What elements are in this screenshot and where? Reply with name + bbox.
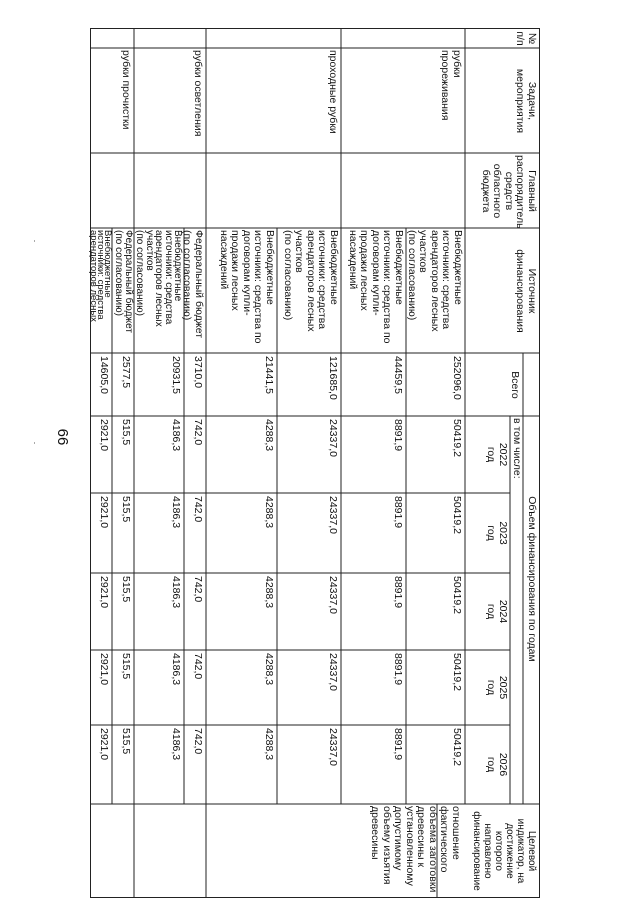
header-total: Всего (509, 371, 521, 399)
year-value: 24337,0 (327, 496, 339, 534)
scan-speck (34, 240, 35, 242)
year-value: 742,0 (192, 576, 204, 603)
financing-table (90, 28, 540, 898)
year-value: 742,0 (192, 728, 204, 755)
source-cell: Федеральный бюджет (по согласованию) (181, 230, 205, 339)
header-manager: Главный распорядитель средств областного бюджета (480, 155, 538, 229)
year-value: 515,5 (120, 653, 132, 680)
total-cell: 14605,0 (98, 356, 110, 394)
table-grid (90, 28, 540, 898)
year-value: 2921,0 (98, 419, 110, 452)
total-cell: 121685,0 (327, 356, 339, 400)
source-cell: Внебюджетные источники: средства по договорам купли- продажи лесных насаждений (218, 230, 276, 344)
source-cell: Внебюджетные источники: средства арендаторов лесных участков (по согласованию) (134, 230, 183, 327)
header-including: в том числе: (511, 418, 523, 479)
year-value: 2921,0 (98, 728, 110, 761)
year-value: 2921,0 (98, 653, 110, 686)
source-cell: Внебюджетные источники: средства арендаторов лесных участков (по согласованию) (406, 230, 464, 332)
year-value: 2921,0 (98, 576, 110, 609)
header-year: 2026 год (485, 752, 509, 777)
header-tasks: Задачи, мероприятия (514, 68, 538, 134)
task-name: рубки прочистки (120, 50, 132, 130)
year-value: 50419,2 (451, 419, 463, 457)
year-value: 50419,2 (451, 728, 463, 766)
header-indicator: Целевой индикатор, на достижение которого направлено финансирование (471, 811, 537, 891)
task-name: проходные рубки (327, 50, 339, 134)
year-value: 515,5 (120, 496, 132, 523)
task-name: рубки прореживания (439, 50, 463, 121)
year-value: 4288,3 (263, 419, 275, 452)
header-source: Источник финансирования (514, 249, 538, 333)
year-value: 742,0 (192, 496, 204, 523)
year-value: 742,0 (192, 419, 204, 446)
total-cell: 2577,5 (120, 356, 132, 389)
total-cell: 3710,0 (192, 356, 204, 389)
task-name: рубки осветления (192, 50, 204, 137)
year-value: 4186,3 (170, 419, 182, 452)
source-cell: Внебюджетные источники: средства по договорам купли- продажи лесных насаждений (347, 230, 405, 344)
year-value: 24337,0 (327, 576, 339, 614)
year-value: 515,5 (120, 419, 132, 446)
total-cell: 20931,5 (170, 356, 182, 394)
year-value: 8891,9 (392, 496, 404, 529)
total-cell: 252096,0 (451, 356, 463, 400)
total-cell: 21441,5 (263, 356, 275, 394)
year-value: 8891,9 (392, 419, 404, 452)
header-year: 2024 год (485, 599, 509, 624)
year-value: 4288,3 (263, 653, 275, 686)
year-value: 4186,3 (170, 576, 182, 609)
year-value: 2921,0 (98, 496, 110, 529)
year-value: 50419,2 (451, 576, 463, 614)
header-year: 2023 год (485, 521, 509, 545)
year-value: 515,5 (120, 576, 132, 603)
year-value: 8891,9 (392, 728, 404, 761)
year-value: 742,0 (192, 653, 204, 680)
year-value: 4186,3 (170, 496, 182, 529)
year-value: 4288,3 (263, 496, 275, 529)
year-value: 4186,3 (170, 653, 182, 686)
header-year: 2025 год (485, 675, 509, 700)
year-value: 24337,0 (327, 653, 339, 691)
year-value: 8891,9 (392, 653, 404, 686)
year-value: 24337,0 (327, 419, 339, 457)
year-value: 515,5 (120, 728, 132, 755)
header-volume: Объем финансирования по годам (526, 496, 538, 662)
page-number: 66 (54, 428, 71, 446)
year-value: 4288,3 (263, 576, 275, 609)
year-value: 4288,3 (263, 728, 275, 761)
scan-speck (34, 442, 35, 444)
header-year: 2022 год (485, 442, 509, 467)
indicator-text: отношение фактического объема заготовки древесины к установленному допустимому объему изъятия древесины (369, 806, 462, 893)
year-value: 24337,0 (327, 728, 339, 766)
year-value: 4186,3 (170, 728, 182, 761)
total-cell: 44459,5 (392, 356, 404, 394)
year-value: 8891,9 (392, 576, 404, 609)
source-cell: Федеральный бюджет (по согласованию) (113, 230, 134, 333)
source-cell: Внебюджетные источники: средства арендаторов лесных (88, 230, 113, 322)
header-num: № п/п (514, 31, 538, 46)
year-value: 50419,2 (451, 496, 463, 534)
year-value: 50419,2 (451, 653, 463, 691)
source-cell: Внебюджетные источники: средства арендаторов лесных участков (по согласованию) (282, 230, 340, 332)
